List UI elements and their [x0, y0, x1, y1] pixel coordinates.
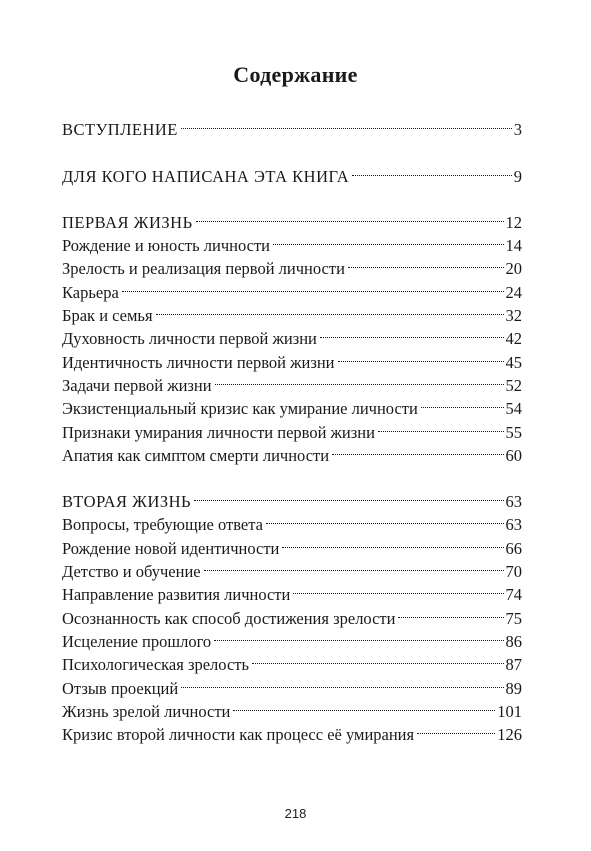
toc-entry-title: Экзистенциальный кризис как умирание личности — [62, 399, 418, 419]
dot-leader — [398, 600, 503, 623]
dot-leader — [320, 321, 504, 344]
toc-entry-page: 74 — [505, 585, 522, 605]
toc-entry-title: Идентичность личности первой жизни — [62, 352, 335, 372]
toc-entry-page: 9 — [513, 166, 522, 186]
toc-entry-page: 20 — [505, 259, 522, 279]
dot-leader — [338, 344, 504, 367]
toc-entry-page: 66 — [505, 538, 522, 558]
dot-leader — [122, 274, 504, 297]
toc-entry-page: 14 — [505, 236, 522, 256]
toc-entry-title: Рождение и юность личности — [62, 236, 271, 256]
toc-entry — [62, 298, 522, 326]
dot-leader — [417, 717, 495, 740]
toc-entry-title: Вопросы, требующие ответа — [62, 515, 263, 535]
toc-entry — [62, 274, 522, 302]
toc-entry-title: Детство и обучение — [62, 562, 201, 582]
toc-entry-title: Духовность личности первой жизни — [62, 329, 317, 349]
toc-entry-page: 86 — [505, 631, 522, 651]
toc-entry-page: 63 — [505, 492, 522, 512]
toc-entry-page: 42 — [505, 329, 522, 349]
toc-entry-title: ПЕРВАЯ ЖИЗНЬ — [62, 212, 193, 232]
dot-leader — [282, 530, 503, 553]
toc-entry-page: 45 — [505, 352, 522, 372]
toc-entry-page: 52 — [505, 375, 522, 395]
toc-section — [62, 205, 522, 465]
toc-entry-title: ДЛЯ КОГО НАПИСАНА ЭТА КНИГА — [62, 166, 350, 186]
toc-entry-page: 54 — [505, 399, 522, 419]
dot-leader — [252, 647, 503, 670]
toc-entry-page: 126 — [497, 725, 522, 745]
toc-entry-title: Брак и семья — [62, 306, 153, 326]
toc-entry-title: Задачи первой жизни — [62, 375, 212, 395]
toc-chapter-entry — [62, 112, 522, 140]
toc-entry-title: Зрелость и реализация первой личности — [62, 259, 345, 279]
dot-leader — [181, 112, 512, 135]
toc-entry-page: 101 — [497, 701, 522, 721]
toc-entry-title: Направление развития личности — [62, 585, 291, 605]
dot-leader — [196, 205, 504, 228]
dot-leader — [181, 670, 503, 693]
toc-entry-page: 12 — [505, 212, 522, 232]
dot-leader — [293, 577, 503, 600]
dot-leader — [215, 368, 504, 391]
toc-entry-title: Признаки умирания личности первой жизни — [62, 422, 375, 442]
toc-entry-title: ВСТУПЛЕНИЕ — [62, 120, 178, 140]
toc-entry-title: Жизнь зрелой личности — [62, 701, 231, 721]
toc-entry-page: 32 — [505, 306, 522, 326]
toc-entry-title: ВТОРАЯ ЖИЗНЬ — [62, 492, 192, 512]
toc-section — [62, 484, 522, 745]
toc-entry-title: Психологическая зрелость — [62, 655, 250, 675]
dot-leader — [233, 694, 495, 717]
toc-entry-page: 70 — [505, 562, 522, 582]
dot-leader — [352, 158, 512, 181]
toc-entry-page: 89 — [505, 678, 522, 698]
toc-chapter-entry — [62, 158, 522, 186]
toc-entry-title: Рождение новой идентичности — [62, 538, 280, 558]
toc-entry-page: 75 — [505, 608, 522, 628]
toc-entry-title: Кризис второй личности как процесс её умирания — [62, 725, 415, 745]
toc-entry-title: Исцеление прошлого — [62, 631, 212, 651]
dot-leader — [266, 507, 504, 530]
dot-leader — [273, 228, 503, 251]
toc-section — [62, 112, 522, 140]
dot-leader — [421, 391, 504, 414]
toc-entry-page: 55 — [505, 422, 522, 442]
toc-entry-page: 24 — [505, 282, 522, 302]
dot-leader — [204, 554, 504, 577]
page-title: Содержание — [233, 62, 358, 87]
dot-leader — [214, 624, 503, 647]
toc-entry-page: 3 — [513, 120, 522, 140]
dot-leader — [332, 438, 503, 461]
toc-entry-title: Карьера — [62, 282, 119, 302]
table-of-contents — [62, 112, 522, 745]
toc-entry-title: Отзыв проекций — [62, 678, 179, 698]
page-number: 218 — [284, 806, 307, 821]
toc-entry-page: 60 — [505, 445, 522, 465]
toc-entry-title: Осознанность как способ достижения зрелости — [62, 608, 396, 628]
toc-entry-title: Апатия как симптом смерти личности — [62, 445, 330, 465]
toc-entry-page: 87 — [505, 655, 522, 675]
toc-entry-page: 63 — [505, 515, 522, 535]
dot-leader — [156, 298, 504, 321]
dot-leader — [378, 414, 504, 437]
toc-section — [62, 158, 522, 186]
dot-leader — [194, 484, 503, 507]
toc-chapter-entry — [62, 205, 522, 232]
dot-leader — [348, 251, 504, 274]
toc-chapter-entry — [62, 484, 522, 512]
